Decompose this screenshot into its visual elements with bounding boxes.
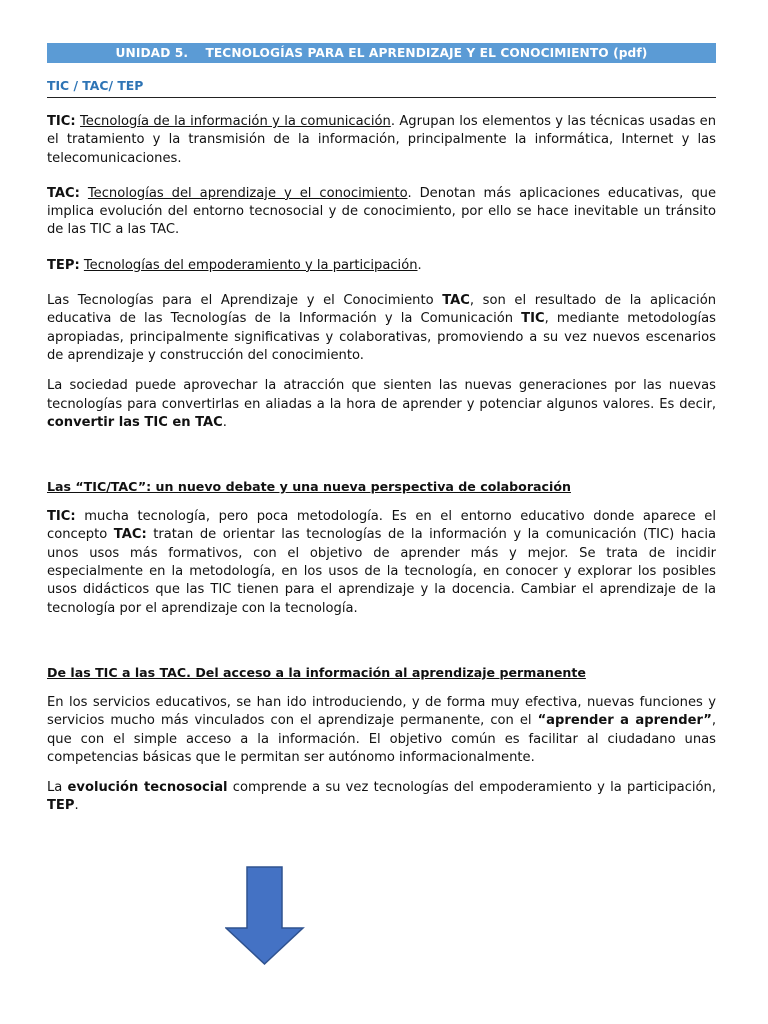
bold-run: TIC: [47, 509, 76, 525]
text-run: , que con el simple acceso a la información. El objetivo común es facilitar al ciudadano unas competencias básicas que le permitan ser autónomo informacionalmente. [47, 713, 716, 765]
paragraph-services [47, 694, 716, 767]
text-run: La sociedad puede aprovechar la atracción que sienten las nuevas generaciones por las nuevas tecnologías para convertirlas en aliadas a la hora de aprender y potenciar algunos valores. Es decir, [47, 378, 716, 412]
bold-run: evolución tecnosocial [67, 780, 228, 796]
tac-name: Tecnologías del aprendizaje y el conocimiento [87, 185, 408, 201]
tac-definition [47, 185, 716, 240]
tac-description: . Denotan más aplicaciones educativas, que implica evolución del entorno tecnosocial y de conocimiento, por ello se hace inevitable un tránsito de las TIC a las TAC. [47, 185, 716, 238]
section-subtitle: TIC / TAC/ TEP [47, 78, 716, 98]
tic-term: TIC: [47, 114, 76, 129]
text-run: . [222, 414, 227, 430]
text-run: comprende a su vez tecnologías del empoderamiento y la participación, [227, 780, 716, 796]
text-run: En los servicios educativos, se han ido introduciendo, y de forma muy efectiva, nuevas funciones y servicios mucho más vinculados con el aprendizaje permanente, con el [47, 694, 716, 729]
bold-run: “aprender a aprender” [537, 713, 712, 729]
text-run: , son el resultado de la aplicación educativa de las Tecnologías de la Información y la Comunicación [47, 293, 717, 327]
text-run: mucha tecnología, pero poca metodología. Es en el entorno educativo donde aparece el concepto [47, 509, 716, 543]
text-run: La [47, 780, 68, 796]
bold-run: TAC [442, 293, 470, 309]
down-arrow-icon [225, 866, 305, 966]
bold-run: TAC: [113, 527, 147, 543]
section-heading-tic-tac: Las “TIC/TAC”: un nuevo debate y una nueva perspectiva de colaboración [47, 479, 571, 495]
tic-name: Tecnología de la información y la comunicación [80, 114, 391, 129]
tep-definition [47, 257, 716, 275]
paragraph-tic-tac [47, 508, 716, 618]
paragraph-evolution [47, 779, 716, 816]
paragraph-tac-explanation [47, 292, 716, 365]
tep-name: Tecnologías del empoderamiento y la participación [83, 257, 418, 273]
bold-run: TIC [521, 311, 545, 327]
tic-description: . Agrupan los elementos y las técnicas usadas en el tratamiento y la transmisión de la información, principalmente la informática, Internet y las telecomunicaciones. [47, 114, 717, 166]
document-page [47, 43, 716, 816]
tac-term: TAC: [47, 185, 80, 201]
tep-term: TEP: [47, 257, 80, 273]
text-run: Las Tecnologías para el Aprendizaje y el Conocimiento [47, 293, 443, 309]
paragraph-society [47, 377, 716, 432]
text-run: . [74, 798, 79, 814]
text-run: , mediante metodologías apropiadas, principalmente significativas y colaborativas, promoviendo a su vez nuevos escenarios de aprendizaje y construcción del conocimiento. [47, 311, 717, 363]
tic-definition [47, 113, 716, 168]
section-heading-tic-to-tac: De las TIC a las TAC. Del acceso a la información al aprendizaje permanente [47, 664, 586, 680]
arrow-shape [226, 867, 303, 964]
bold-run: convertir las TIC en TAC [47, 414, 223, 430]
bold-run: TEP [47, 798, 75, 814]
unit-banner: UNIDAD 5. TECNOLOGÍAS PARA EL APRENDIZAJE Y EL CONOCIMIENTO (pdf) [47, 43, 716, 63]
tep-description: . [417, 257, 422, 273]
text-run: tratan de orientar las tecnologías de la información y la comunicación (TIC) hacia unos usos más formativos, con el objetivo de aprender más y mejor. Se trata de incidir especialmente en la metodología, en los usos de la tecnología, en conocer y explorar los posibles usos didácticos que las TIC tienen para el aprendizaje y la docencia. Cambiar el aprendizaje de la tecnología por el aprendizaje con la tecnología. [47, 527, 716, 616]
